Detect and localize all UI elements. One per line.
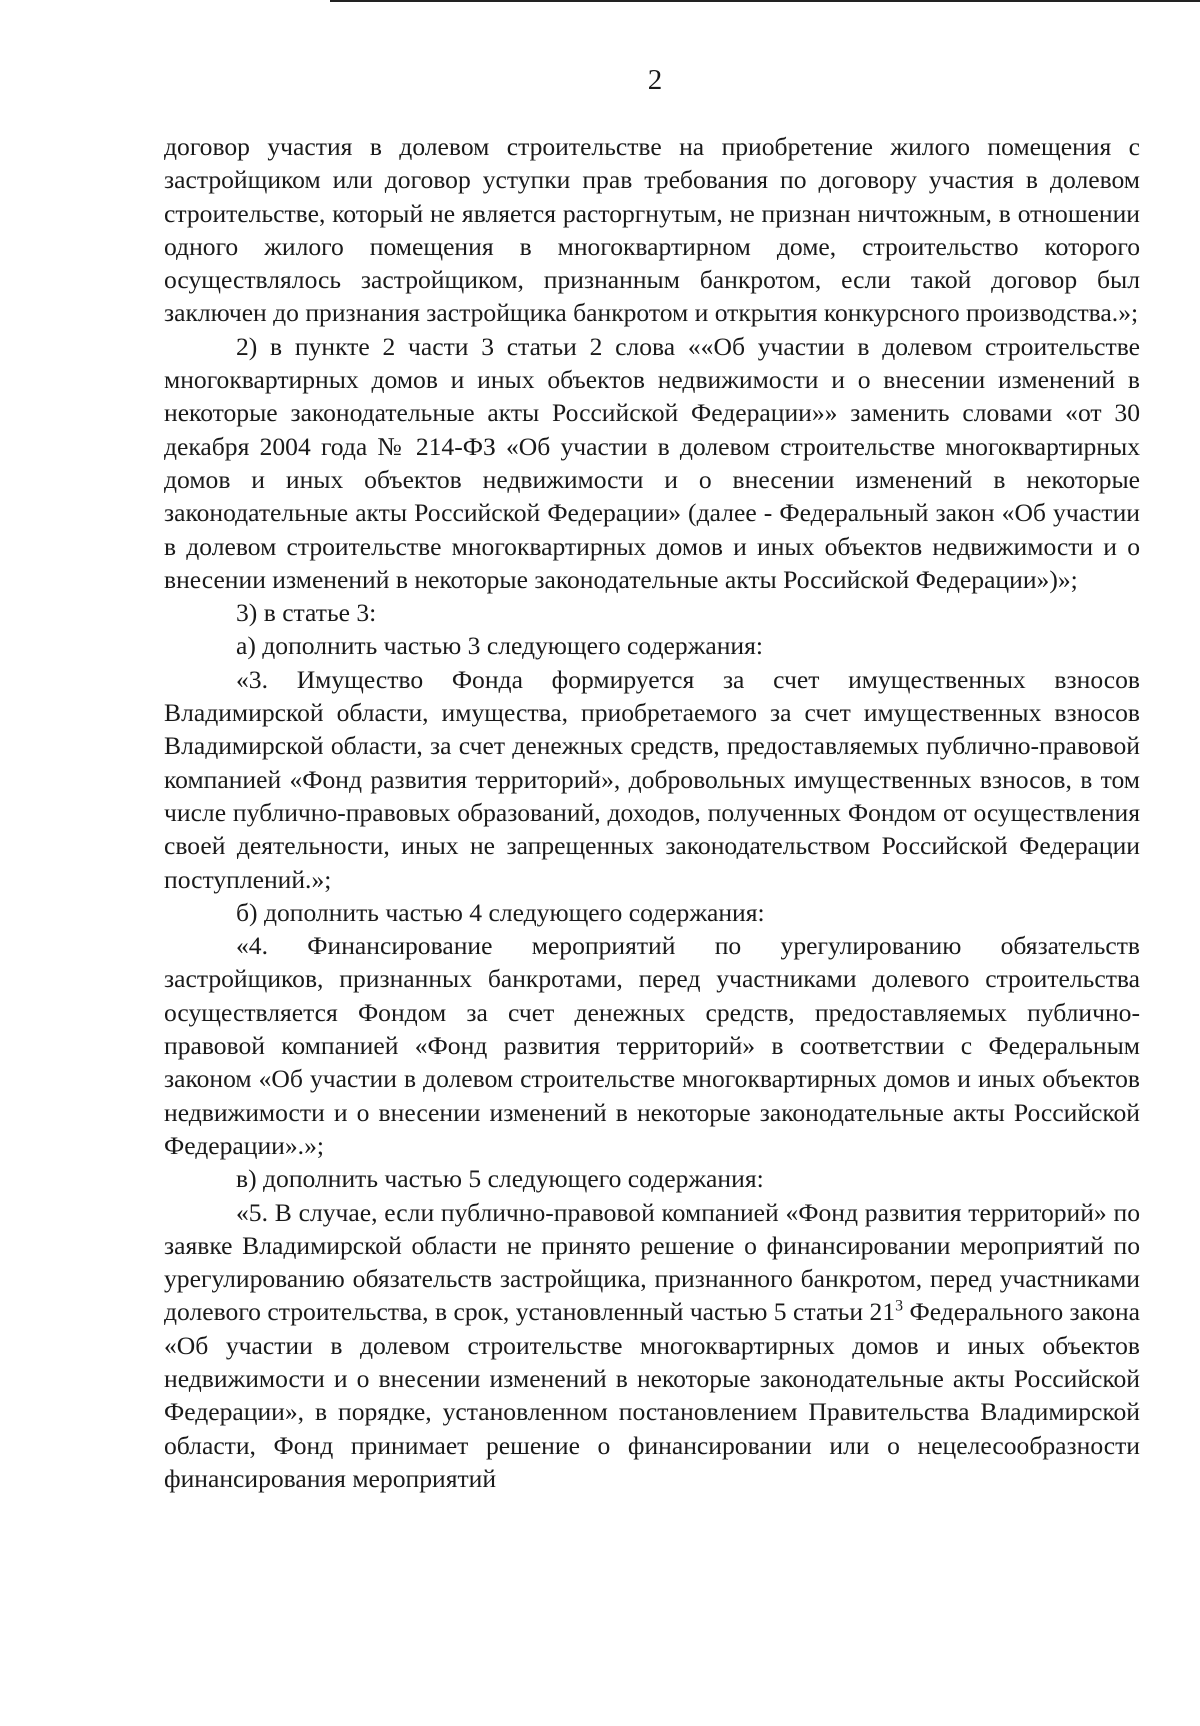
paragraph-7: «4. Финансирование мероприятий по урегулированию обязательств застройщиков, признанных банкротами, перед участниками долевого строительства осуществляется Фондом за счет денежных средств, предоставляемых публично-правовой компанией «Фонд развития территорий» в соответствии с Федеральным законом «Об участии в долевом строительстве многоквартирных домов и иных объектов недвижимости и о внесении изменений в некоторые законодательные акты Российской Федерации».»;: [164, 931, 1140, 1160]
paragraph-1: договор участия в долевом строительстве на приобретение жилого помещения с застройщиком или договор уступки прав требования по договору участия в долевом строительстве, который не является расторгнутым, не признан ничтожным, в отношении одного жилого помещения в многоквартирном доме, строительство которого осуществлялось застройщиком, признанным банкротом, если такой договор был заключен до признания застройщика банкротом и открытия конкурсного производства.»;: [164, 132, 1140, 328]
paragraph-2: 2) в пункте 2 части 3 статьи 2 слова ««Об участии в долевом строительстве многоквартирных домов и иных объектов недвижимости и о внесении изменений в некоторые законодательные акты Российской Федерации»» заменить словами «от 30 декабря 2004 года № 214-ФЗ «Об участии в долевом строительстве многоквартирных домов и иных объектов недвижимости и о внесении изменений в некоторые законодательные акты Российской Федерации» (далее - Федеральный закон «Об участии в долевом строительстве многоквартирных домов и иных объектов недвижимости и о внесении изменений в некоторые законодательные акты Российской Федерации»)»;: [164, 331, 1140, 594]
page-number: 2: [647, 64, 663, 96]
paragraph-4: а) дополнить частью 3 следующего содержания:: [236, 631, 763, 661]
paragraph-5: «3. Имущество Фонда формируется за счет имущественных взносов Владимирской области, имущества, приобретаемого за счет имущественных взносов Владимирской области, за счет денежных средств, предоставляемых публично-правовой компанией «Фонд развития территорий», добровольных имущественных взносов, в том числе публично-правовых образований, доходов, полученных Фондом от осуществления своей деятельности, иных не запрещенных законодательством Российской Федерации поступлений.»;: [164, 664, 1140, 894]
document-body: [164, 130, 1140, 1495]
paragraph-9: [164, 1196, 1140, 1496]
superscript: 3: [895, 1297, 904, 1315]
top-rule: [330, 0, 1200, 2]
paragraph-8: в) дополнить частью 5 следующего содержания:: [236, 1164, 764, 1194]
paragraph-9-end: Федерального закона «Об участии в долевом строительстве многоквартирных домов и иных объектов недвижимости и о внесении изменений в некоторые законодательные акты Российской Федерации», в порядке, установленном постановлением Правительства Владимирской области, Фонд принимает решение о финансировании или о нецелесообразности финансирования мероприятий: [164, 1297, 1140, 1493]
paragraph-6: б) дополнить частью 4 следующего содержания:: [236, 897, 765, 927]
paragraph-3: 3) в статье 3:: [236, 598, 377, 628]
paragraph-9-start: «5. В случае, если публично-правовой компанией «Фонд развития территорий» по заявке Владимирской области не принято решение о финансировании мероприятий по урегулированию обязательств застройщика, признанного банкротом, перед участниками долевого строительства, в срок, установленный частью 5 статьи 21: [164, 1197, 1140, 1327]
